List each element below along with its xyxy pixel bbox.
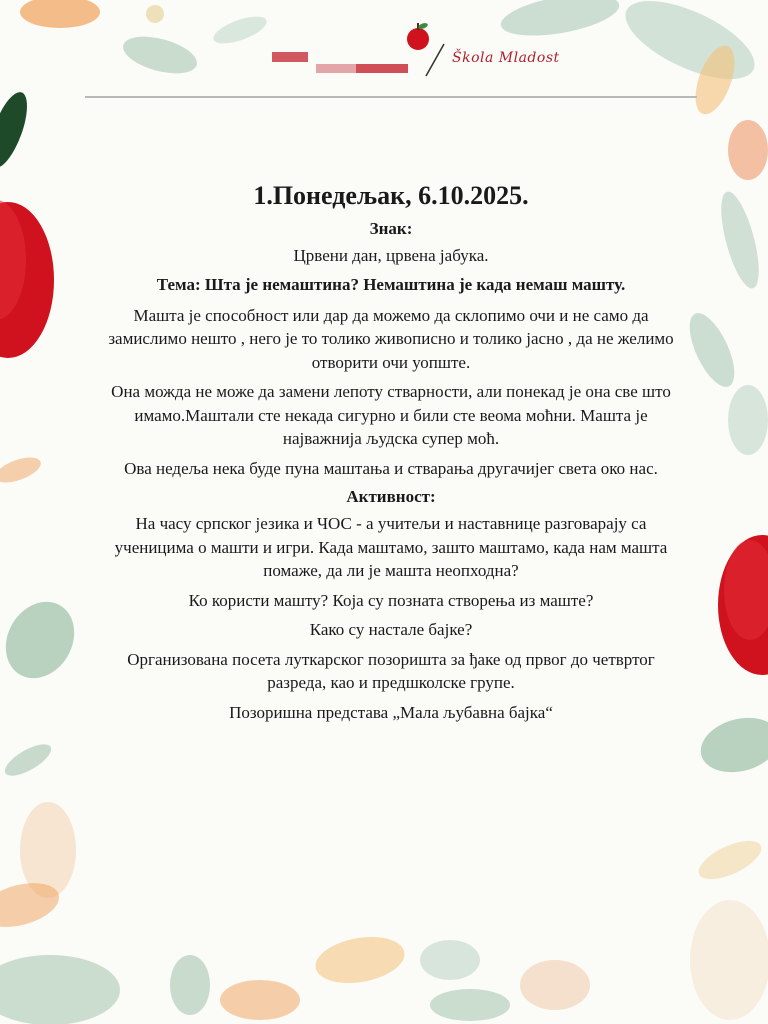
activity-item: Како су настале бајке? bbox=[309, 620, 473, 639]
paragraph: Машта је способност или дар да можемо да склопимо очи и не само да замислимо нешто , него је то толико живописно и толико јасно , да не желимо отворити очи уопште. bbox=[108, 305, 674, 372]
activity-label: Активност: bbox=[346, 487, 436, 506]
paragraph: Ова недеља нека буде пуна маштања и стварања другачијег света око нас. bbox=[124, 458, 658, 478]
sign-text: Црвени дан, црвена јабука. bbox=[293, 246, 489, 265]
school-name-logo: Škola Mladost bbox=[452, 50, 560, 66]
activity-item: Организована посета луткарског позоришта за ђаке од првог до четвртог разреда, као и предшколске групе. bbox=[127, 649, 655, 692]
header-divider bbox=[85, 96, 697, 98]
sign-label: Знак: bbox=[369, 219, 413, 238]
activity-item: На часу српског језика и ЧОС - а учитељи и наставнице разговарају са ученицима о машти и игри. Када маштамо, зашто маштамо, када нам машта помаже, да ли је машта неопходна? bbox=[114, 514, 668, 580]
page-header bbox=[0, 0, 768, 100]
activity-item: Ко користи машту? Која су позната створења из маште? bbox=[188, 590, 594, 610]
topic-text: Тема: Шта је немаштина? Немаштина је када немаш машту. bbox=[156, 274, 626, 294]
activity-item: Позоришна представа „Мала љубавна бајка“ bbox=[229, 702, 553, 722]
slash-divider bbox=[424, 42, 446, 78]
school-logo bbox=[272, 46, 412, 80]
paragraph: Она можда не може да замени лепоту стварности, али понекад је она све што имамо.Маштали сте некада сигурно и били сте веома моћни. Машта је најважнија људска супер моћ. bbox=[111, 382, 671, 448]
day-title: 1.Понедељак, 6.10.2025. bbox=[253, 181, 529, 210]
announcement-content bbox=[100, 180, 682, 730]
